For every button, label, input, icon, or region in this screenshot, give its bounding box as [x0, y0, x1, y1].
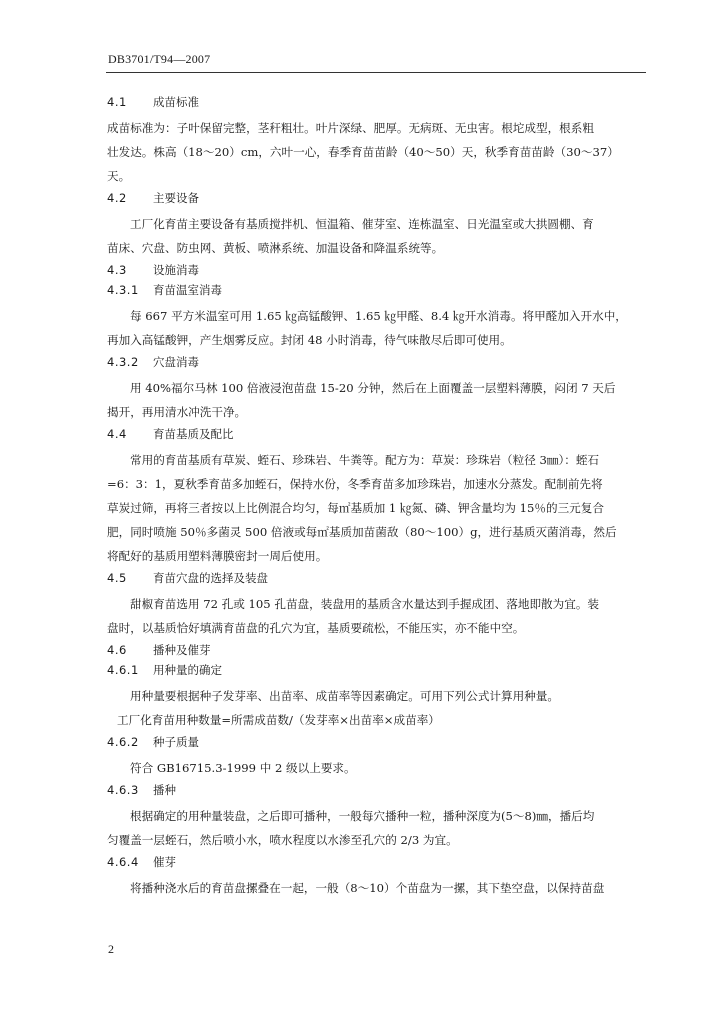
- section-paragraph: [107, 116, 643, 188]
- section-title: 育苗穴盘的选择及装盘: [153, 571, 268, 585]
- section-paragraph: [107, 876, 643, 900]
- section-heading: [107, 662, 643, 678]
- paragraph-line: 再加入高锰酸钾，产生烟雾反应。封闭 48 小时消毒，待气味散尽后即可使用。: [107, 333, 512, 347]
- paragraph-line: 苗床、穴盘、防虫网、黄板、喷淋系统、加温设备和降温系统等。: [107, 241, 444, 255]
- paragraph-line: 工厂化育苗用种数量=所需成苗数/（发芽率×出苗率×成苗率）: [117, 713, 440, 727]
- page-number: 2: [108, 942, 114, 956]
- section-number: 4.1: [107, 95, 127, 109]
- section-heading: [107, 354, 643, 370]
- paragraph-line: 将播种浇水后的育苗盘摞叠在一起，一般（8～10）个苗盘为一摞，其下垫空盘，以保持苗盘: [130, 881, 605, 895]
- section-s4-6-1: [107, 662, 643, 732]
- section-title: 设施消毒: [153, 263, 199, 277]
- section-heading: [107, 570, 643, 586]
- section-s4-6-3: [107, 782, 643, 852]
- paragraph-line: 盘时，以基质恰好填满育苗盘的孔穴为宜，基质要疏松，不能压实，亦不能中空。: [107, 621, 525, 635]
- paragraph-line: 成苗标准为：子叶保留完整，茎秆粗壮。叶片深绿、肥厚。无病斑、无虫害。根坨成型，根系粗: [107, 121, 594, 135]
- section-paragraph: [107, 212, 643, 260]
- section-heading: [107, 282, 643, 298]
- section-s4-2: [107, 190, 643, 260]
- paragraph-line: 肥，同时喷施 50％多菌灵 500 倍液或每㎡基质加苗菌敌（80～100）g，进行基质灭菌消毒，然后: [107, 525, 617, 539]
- section-number: 4.4: [107, 427, 127, 441]
- paragraph-line: 常用的育苗基质有草炭、蛭石、珍珠岩、牛粪等。配方为：草炭：珍珠岩（粒径 3㎜）：蛭石: [130, 453, 600, 467]
- paragraph-line: 符合 GB16715.3-1999 中 2 级以上要求。: [130, 761, 356, 775]
- paragraph-line: 用种量要根据种子发芽率、出苗率、成苗率等因素确定。可用下列公式计算用种量。: [130, 689, 559, 703]
- paragraph-line: 将配好的基质用塑料薄膜密封一周后使用。: [107, 549, 328, 563]
- section-paragraph: [107, 376, 643, 424]
- section-title: 播种: [153, 783, 176, 797]
- section-s4-1: [107, 94, 643, 188]
- section-number: 4.6.4: [107, 855, 139, 869]
- paragraph-line: 用 40%福尔马林 100 倍液浸泡苗盘 15-20 分钟，然后在上面覆盖一层塑料薄膜，闷闭 7 天后: [130, 381, 616, 395]
- paragraph-line: =6：3：1，夏秋季育苗多加蛭石，保持水份，冬季育苗多加珍珠岩，加速水分蒸发。配制前先将: [107, 477, 603, 491]
- section-s4-3-1: [107, 282, 643, 352]
- section-s4-5: [107, 570, 643, 640]
- document-code: DB3701/T94—2007: [108, 52, 211, 66]
- section-number: 4.3.1: [107, 283, 139, 297]
- paragraph-line: 天。: [107, 169, 131, 183]
- section-number: 4.3.2: [107, 355, 139, 369]
- section-paragraph: [107, 304, 643, 352]
- section-title: 主要设备: [153, 191, 199, 205]
- header-rule: [106, 72, 646, 73]
- section-number: 4.6.1: [107, 663, 139, 677]
- section-paragraph: [107, 756, 643, 780]
- section-s4-4: [107, 426, 643, 568]
- section-paragraph: [107, 592, 643, 640]
- section-number: 4.2: [107, 191, 127, 205]
- section-s4-6-2: [107, 734, 643, 780]
- paragraph-line: 工厂化育苗主要设备有基质搅拌机、恒温箱、催芽室、连栋温室、日光温室或大拱圆棚、育: [130, 217, 594, 231]
- section-paragraph: [107, 448, 643, 568]
- section-number: 4.6: [107, 643, 127, 657]
- section-heading: [107, 94, 643, 110]
- document-body: [107, 94, 643, 900]
- section-title: 播种及催芽: [153, 643, 211, 657]
- section-s4-3: [107, 262, 643, 278]
- section-title: 催芽: [153, 855, 176, 869]
- section-number: 4.6.2: [107, 735, 139, 749]
- paragraph-line: 揭开，再用清水冲洗干净。: [107, 405, 247, 419]
- section-s4-6-4: [107, 854, 643, 900]
- section-heading: [107, 426, 643, 442]
- section-heading: [107, 190, 643, 206]
- section-number: 4.5: [107, 571, 127, 585]
- section-title: 种子质量: [153, 735, 199, 749]
- section-heading: [107, 642, 643, 658]
- section-number: 4.3: [107, 263, 127, 277]
- section-heading: [107, 262, 643, 278]
- section-title: 育苗基质及配比: [153, 427, 234, 441]
- paragraph-line: 草炭过筛，再将三者按以上比例混合均匀，每㎡基质加 1 ㎏氮、磷、钾含量均为 15％的三元复合: [107, 501, 604, 515]
- section-heading: [107, 782, 643, 798]
- section-title: 用种量的确定: [153, 663, 222, 677]
- section-heading: [107, 854, 643, 870]
- section-paragraph: [107, 804, 643, 852]
- section-title: 穴盘消毒: [153, 355, 199, 369]
- paragraph-line: 匀覆盖一层蛭石，然后喷小水，喷水程度以水渗至孔穴的 2/3 为宜。: [107, 833, 458, 847]
- section-paragraph: [107, 684, 643, 732]
- section-s4-6: [107, 642, 643, 658]
- section-heading: [107, 734, 643, 750]
- section-title: 成苗标准: [153, 95, 199, 109]
- section-number: 4.6.3: [107, 783, 139, 797]
- paragraph-line: 每 667 平方米温室可用 1.65 ㎏高锰酸钾、1.65 ㎏甲醛、8.4 ㎏开水消毒。将甲醛加入开水中，: [130, 309, 627, 323]
- paragraph-line: 根据确定的用种量装盘，之后即可播种，一般每穴播种一粒，播种深度为(5～8)㎜，播后均: [130, 809, 595, 823]
- section-title: 育苗温室消毒: [153, 283, 222, 297]
- section-s4-3-2: [107, 354, 643, 424]
- paragraph-line: 甜椒育苗选用 72 孔或 105 孔苗盘，装盘用的基质含水量达到手握成团、落地即散为宜。装: [130, 597, 600, 611]
- paragraph-line: 壮发达。株高（18～20）cm，六叶一心，春季育苗苗龄（40～50）天，秋季育苗苗龄（30～37）: [107, 145, 619, 159]
